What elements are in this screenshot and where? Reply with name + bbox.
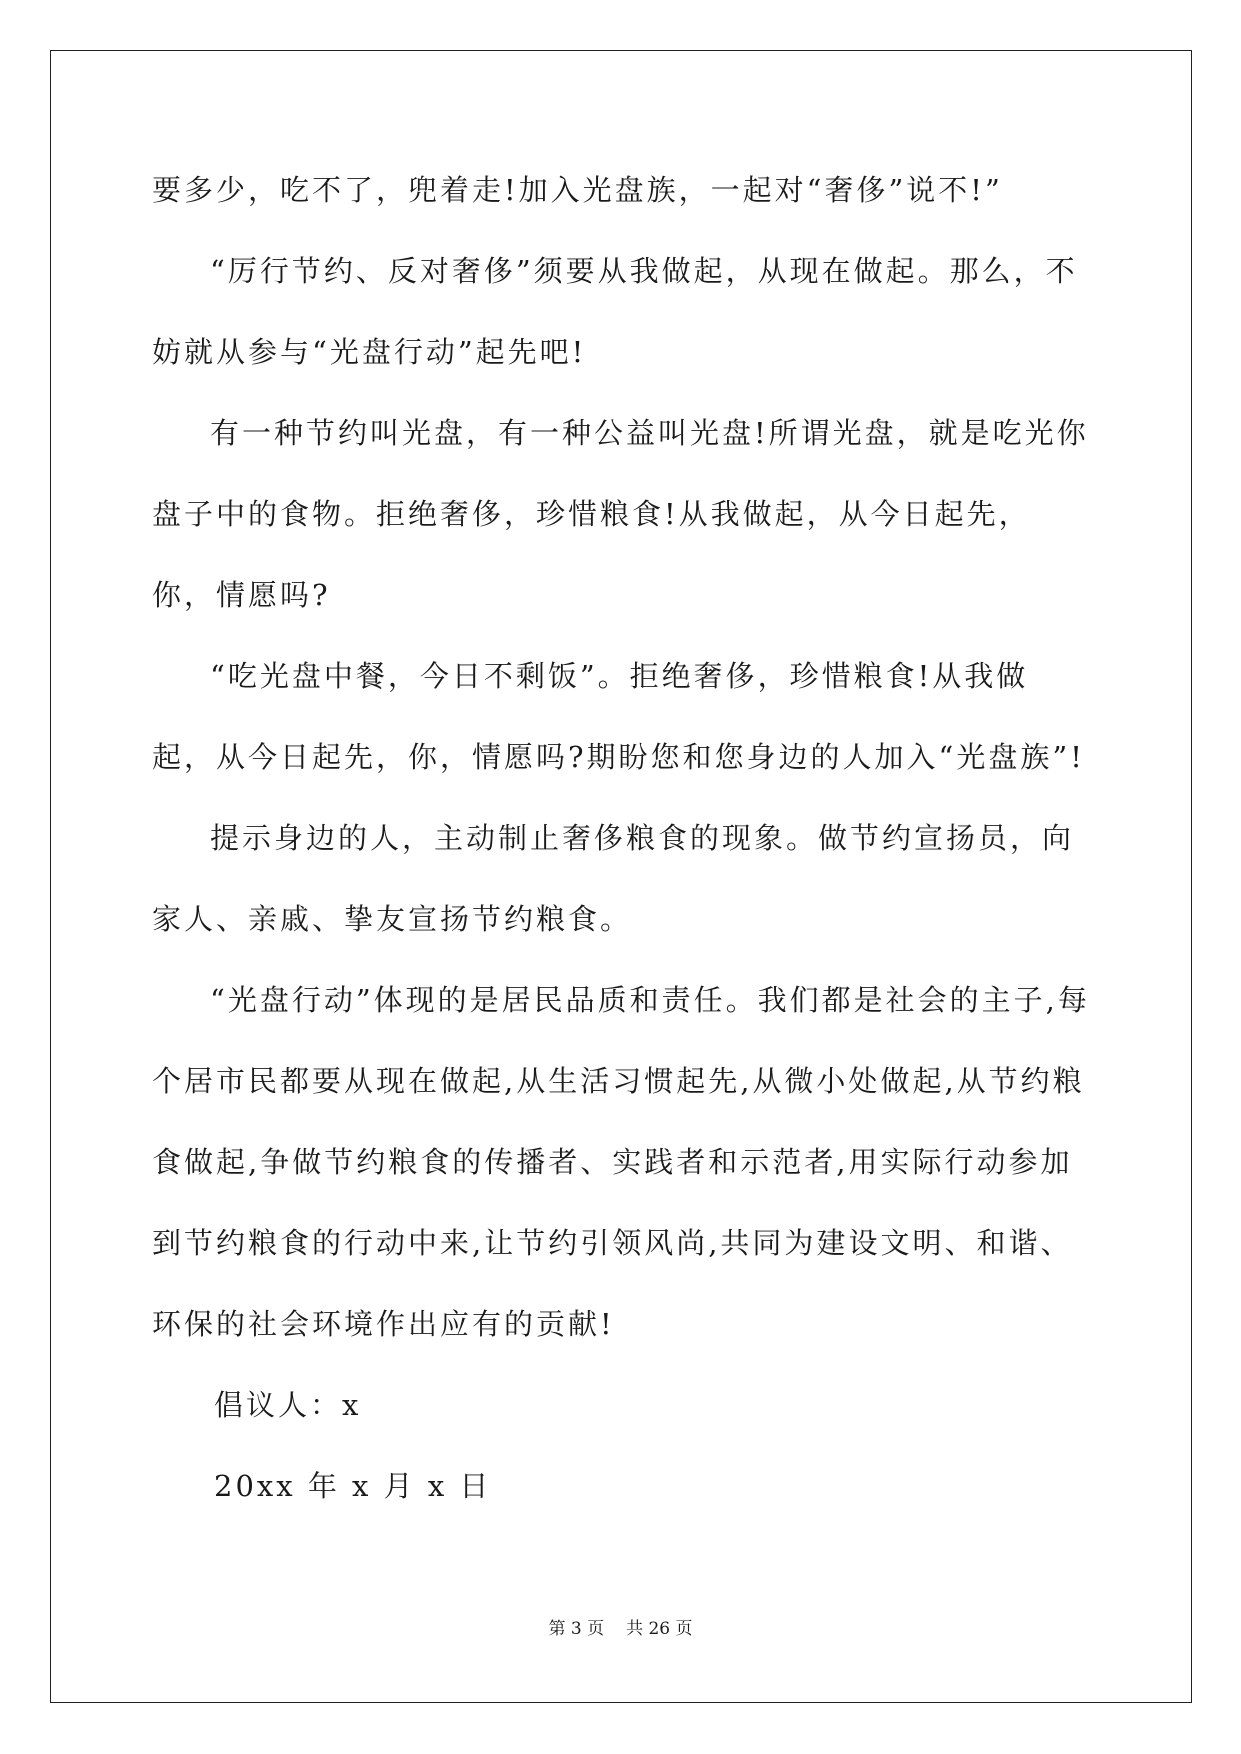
paragraph-2: “厉行节约、反对奢侈”须要从我做起，从现在做起。那么，不妨就从参与“光盘行动”起先吧! (152, 254, 1078, 369)
page-number: 第 3 页 (548, 1619, 605, 1639)
signer-line: 倡议人：x (214, 1388, 362, 1422)
paragraph-5: 提示身边的人，主动制止奢侈粮食的现象。做节约宣扬员，向家人、亲戚、挚友宣扬节约粮食。 (152, 821, 1075, 936)
paragraph-6: “光盘行动”体现的是居民品质和责任。我们都是社会的主子,每个居市民都要从现在做起,从生活习惯起先,从微小处做起,从节约粮食做起,争做节约粮食的传播者、实践者和示范者,用实际行动参加到节约粮食的行动中来,让节约引领风尚,共同为建设文明、和谐、环保的社会环境作出应有的贡献! (152, 983, 1090, 1341)
paragraph-4: “吃光盘中餐，今日不剩饭”。拒绝奢侈，珍惜粮食!从我做起，从今日起先，你，情愿吗?期盼您和您身边的人加入“光盘族”! (152, 659, 1085, 774)
date-line: 20xx 年 x 月 x 日 (214, 1469, 492, 1503)
document-body (152, 150, 1092, 1527)
paragraph-1: 要多少，吃不了，兜着走!加入光盘族，一起对“奢侈”说不!” (152, 173, 1003, 207)
page-total: 共 26 页 (626, 1619, 693, 1639)
page-footer (0, 1614, 1241, 1639)
paragraph-3: 有一种节约叫光盘，有一种公益叫光盘!所谓光盘，就是吃光你盘子中的食物。拒绝奢侈，珍惜粮食!从我做起，从今日起先，你，情愿吗? (152, 416, 1089, 612)
